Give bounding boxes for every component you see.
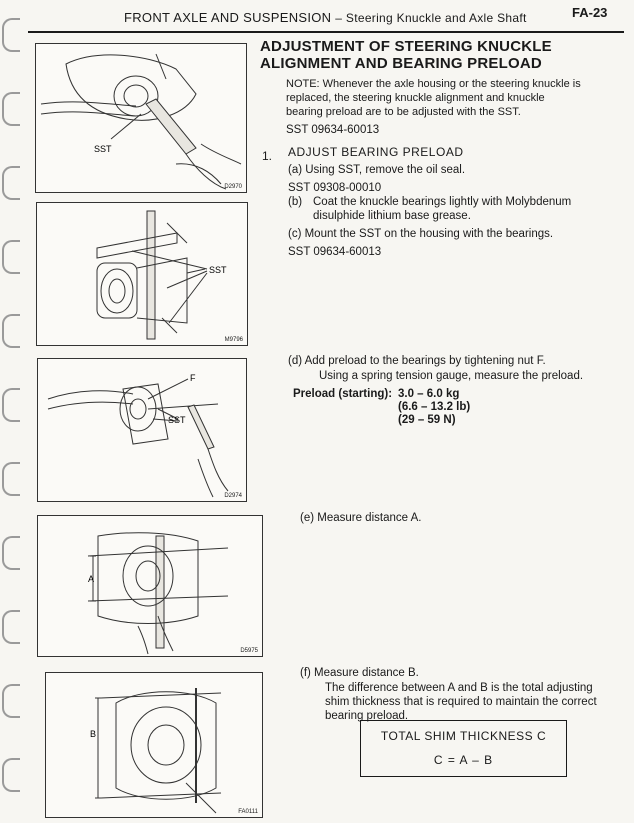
section-heading (260, 38, 552, 72)
binder-ring (2, 314, 20, 348)
binder-ring (2, 758, 20, 792)
sst-mounting-illustration (37, 203, 247, 345)
binder-ring (2, 684, 20, 718)
shim-thickness-title: TOTAL SHIM THICKNESS C (380, 729, 547, 743)
figure-preload-measurement (37, 358, 247, 502)
figure-label-b: B (90, 729, 97, 739)
substep-c: (c) Mount the SST on the housing with the bearings. (288, 228, 554, 240)
binder-ring (2, 462, 20, 496)
figure-code: D2970 (224, 184, 242, 190)
sst-reference: SST 09634-60013 (286, 124, 380, 136)
page-number: FA-23 (572, 5, 608, 20)
figure-code: FA0111 (238, 809, 258, 815)
preload-value: (6.6 – 13.2 lb) (398, 401, 471, 413)
substep-b: Coat the knuckle bearings lightly with Molybdenum disulphide lithium base grease. (313, 196, 572, 222)
sst-reference: SST 09634-60013 (288, 246, 382, 258)
substep-b-label: (b) (288, 196, 303, 208)
binder-ring (2, 92, 20, 126)
figure-label-sst: SST (94, 144, 112, 154)
page-header (124, 10, 527, 25)
figure-code: D2974 (224, 493, 242, 499)
binder-rings (0, 0, 22, 823)
step-title: ADJUST BEARING PRELOAD (288, 145, 464, 159)
binder-ring (2, 610, 20, 644)
substep-f: (f) Measure distance B. (300, 667, 419, 679)
shim-thickness-box (360, 720, 567, 777)
section-subtitle: – Steering Knuckle and Axle Shaft (335, 11, 527, 25)
distance-b-illustration (46, 673, 262, 817)
figure-code: M9796 (224, 337, 243, 343)
note-paragraph: NOTE: Whenever the axle housing or the steering knuckle is replaced, the steering knuckle alignment and knuckle bearing preload are to be adjusted with the SST. (286, 78, 581, 118)
preload-value: 3.0 – 6.0 kg (398, 388, 460, 400)
sst-reference: SST 09308-00010 (288, 182, 382, 194)
distance-a-illustration (38, 516, 262, 656)
figure-sst-mounting (36, 202, 248, 346)
binder-ring (2, 166, 20, 200)
preload-measurement-illustration (38, 359, 246, 501)
substep-a: (a) Using SST, remove the oil seal. (288, 164, 466, 176)
oil-seal-removal-illustration (36, 44, 246, 192)
shim-thickness-formula: C = A – B (433, 753, 494, 767)
figure-label-f: F (190, 373, 196, 383)
substep-d-detail: Using a spring tension gauge, measure the preload. (319, 370, 584, 382)
binder-ring (2, 388, 20, 422)
section-heading-line: ADJUSTMENT OF STEERING KNUCKLE (260, 38, 552, 55)
substep-e: (e) Measure distance A. (300, 512, 422, 524)
step-number: 1. (262, 149, 273, 163)
binder-ring (2, 240, 20, 274)
substep-d: (d) Add preload to the bearings by tightening nut F. (288, 355, 546, 367)
preload-value: (29 – 59 N) (398, 414, 456, 426)
figure-label-a: A (88, 574, 95, 584)
figure-label-sst: SST (209, 265, 227, 275)
preload-label: Preload (starting): (293, 388, 393, 400)
substep-f-detail: The difference between A and B is the total adjusting shim thickness that is required to maintain the correct bearing preload. (325, 682, 597, 722)
figure-measure-distance-a (37, 515, 263, 657)
section-title: FRONT AXLE AND SUSPENSION (124, 10, 332, 25)
header-divider (28, 31, 624, 33)
binder-ring (2, 536, 20, 570)
figure-measure-distance-b (45, 672, 263, 818)
section-heading-line: ALIGNMENT AND BEARING PRELOAD (260, 55, 542, 72)
figure-code: D5975 (240, 648, 258, 654)
binder-ring (2, 18, 20, 52)
figure-oil-seal-removal (35, 43, 247, 193)
figure-label-sst: SST (168, 415, 186, 425)
